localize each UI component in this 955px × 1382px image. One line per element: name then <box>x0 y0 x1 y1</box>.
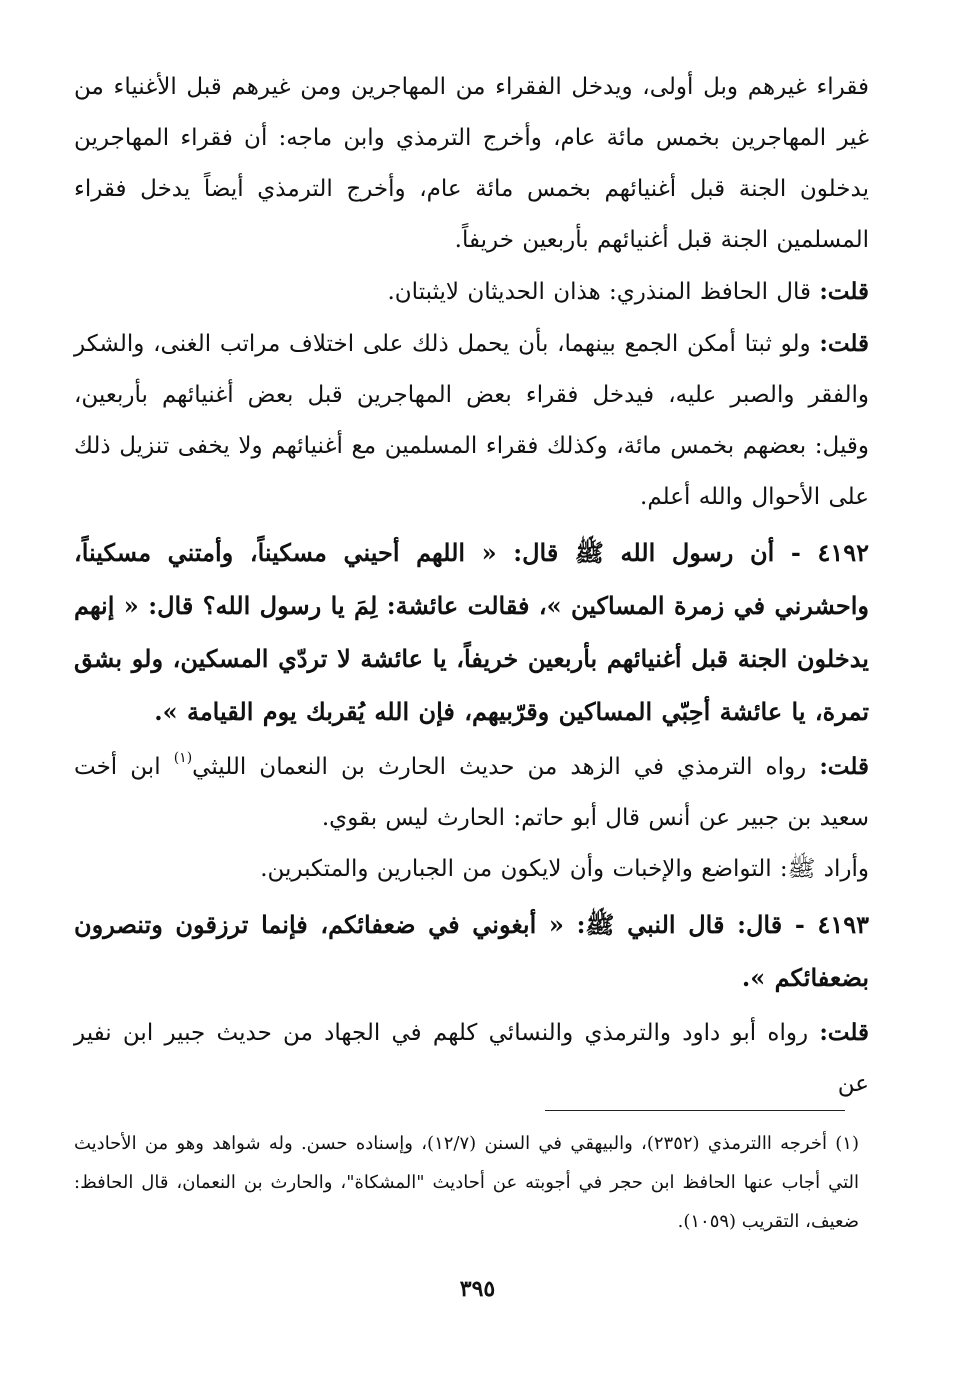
qult-text-part-a: رواه الترمذي في الزهد من حديث الحارث بن النعمان الليثي <box>192 754 807 780</box>
paragraph-commentary-1: فقراء غيرهم وبل أولى، ويدخل الفقراء من المهاجرين ومن غيرهم قبل الأغنياء من غير المهاجرين بخمس مائة عام، وأخرج الترمذي وابن ماجه: أن فقراء المهاجرين يدخلون الجنة قبل أغنيائهم بخمس مائة عام، وأخرج الترمذي أيضاً يدخل فقراء المسلمين الجنة قبل أغنيائهم بأربعين خريفاً. <box>74 74 869 253</box>
footnote-1: (١) أخرجه االترمذي (٢٣٥٢)، والبيهقي في السنن (١٢/٧)، وإسناده حسن. وله شواهد وهو من الأحاديث التي أجاب عنها الحافظ ابن حجر في أجوبته عن أحاديث "المشكاة"، والحارث بن النعمان، قال الحافظ: ضعيف، التقريب (١٠٥٩). <box>74 1133 859 1232</box>
qult-text: ولو ثبتا أمكن الجمع بينهما، بأن يحمل ذلك على اختلاف مراتب الغنى، والشكر والفقر والصبر عليه، فيدخل فقراء بعض المهاجرين قبل بعض أغنيائهم بأربعين، وقيل: بعضهم بخمس مائة، وكذلك فقراء المسلمين مع أغنيائهم ولا يخفى تنزيل ذلك على الأحوال والله أعلم. <box>74 331 869 510</box>
qult-text: قال الحافظ المنذري: هذان الحديثان لايثبتان. <box>387 279 811 305</box>
qult-text: رواه أبو داود والترمذي والنسائي كلهم في الجهاد من حديث جبير ابن نفير عن <box>74 1020 869 1097</box>
paragraph-qult-4 <box>74 1007 869 1110</box>
paragraph-commentary-2: وأراد ﷺ: التواضع والإخبات وأن لايكون من الجبارين والمتكبرين. <box>260 856 869 882</box>
hadith-4192: ٤١٩٢ - أن رسول الله ﷺ قال: « اللهم أحيني مسكيناً، وأمتني مسكيناً، واحشرني في زمرة المساكين »، فقالت عائشة: لِمَ يا رسول الله؟ قال: « إنهم يدخلون الجنة قبل أغنيائهم بأربعين خريفاً، يا عائشة لا تردّي المسكين، ولو بشق تمرة، يا عائشة أحِبّي المساكين وقرّبيهم، فإن الله يُقربك يوم القيامة ». <box>74 538 869 726</box>
qult-label: قلت: <box>819 753 869 780</box>
hadith-4193: ٤١٩٣ - قال: قال النبي ﷺ: « أبغوني في ضعفائكم، فإنما ترزقون وتنصرون بضعفائكم ». <box>74 910 869 992</box>
paragraph-qult-2 <box>74 318 869 523</box>
footnote-separator <box>545 1110 845 1111</box>
paragraph-qult-1 <box>74 266 869 318</box>
main-text <box>74 62 869 1110</box>
footnote-reference[interactable]: (١) <box>173 750 193 766</box>
qult-label: قلت: <box>819 1019 869 1046</box>
qult-text-part-b: ابن أخت سعيد بن جبير عن أنس قال أبو حاتم: الحارث ليس بقوي. <box>74 754 869 831</box>
qult-label: قلت: <box>819 330 870 357</box>
paragraph-qult-3 <box>74 741 869 844</box>
qult-label: قلت: <box>819 278 869 305</box>
footnotes <box>74 1124 859 1241</box>
page-number: ٣٩٥ <box>459 1276 496 1302</box>
